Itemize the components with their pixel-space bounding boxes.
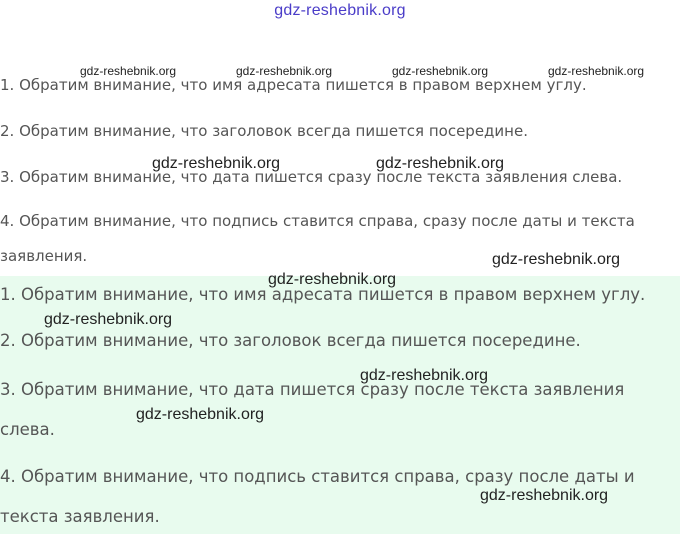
answer-line-2: 2. Обратим внимание, что заголовок всегда пишется посередине.	[0, 122, 528, 140]
site-watermark: gdz-reshebnik.org	[492, 251, 621, 268]
answer-line-3: 3. Обратим внимание, что дата пишется сразу после текста заявления слева.	[0, 168, 623, 186]
site-watermark: gdz-reshebnik.org	[152, 155, 281, 172]
site-watermark: gdz-reshebnik.org	[136, 406, 265, 423]
site-watermark: gdz-reshebnik.org	[392, 64, 489, 78]
answer-line-1: 1. Обратим внимание, что имя адресата пишется в правом верхнем углу.	[0, 285, 646, 304]
answer-line-3: 3. Обратим внимание, что дата пишется сразу после текста заявления	[0, 380, 625, 399]
answer-line-3-cont: слева.	[0, 420, 55, 439]
answer-line-2: 2. Обратим внимание, что заголовок всегда пишется посередине.	[0, 331, 581, 350]
answer-line-1: 1. Обратим внимание, что имя адресата пишется в правом верхнем углу.	[0, 76, 587, 94]
site-watermark: gdz-reshebnik.org	[80, 64, 177, 78]
site-watermark: gdz-reshebnik.org	[236, 64, 333, 78]
site-watermark-top: gdz-reshebnik.org	[274, 2, 406, 19]
site-watermark: gdz-reshebnik.org	[480, 487, 609, 504]
site-watermark: gdz-reshebnik.org	[376, 155, 505, 172]
site-watermark: gdz-reshebnik.org	[268, 271, 397, 288]
answer-line-4-cont: заявления.	[0, 247, 88, 265]
site-watermark: gdz-reshebnik.org	[44, 311, 173, 328]
answer-line-4: 4. Обратим внимание, что подпись ставится справа, сразу после даты и текста	[0, 212, 635, 230]
site-watermark: gdz-reshebnik.org	[548, 64, 645, 78]
answer-line-4: 4. Обратим внимание, что подпись ставится справа, сразу после даты и	[0, 467, 635, 486]
answer-line-4-cont: текста заявления.	[0, 507, 160, 526]
site-watermark: gdz-reshebnik.org	[360, 367, 489, 384]
